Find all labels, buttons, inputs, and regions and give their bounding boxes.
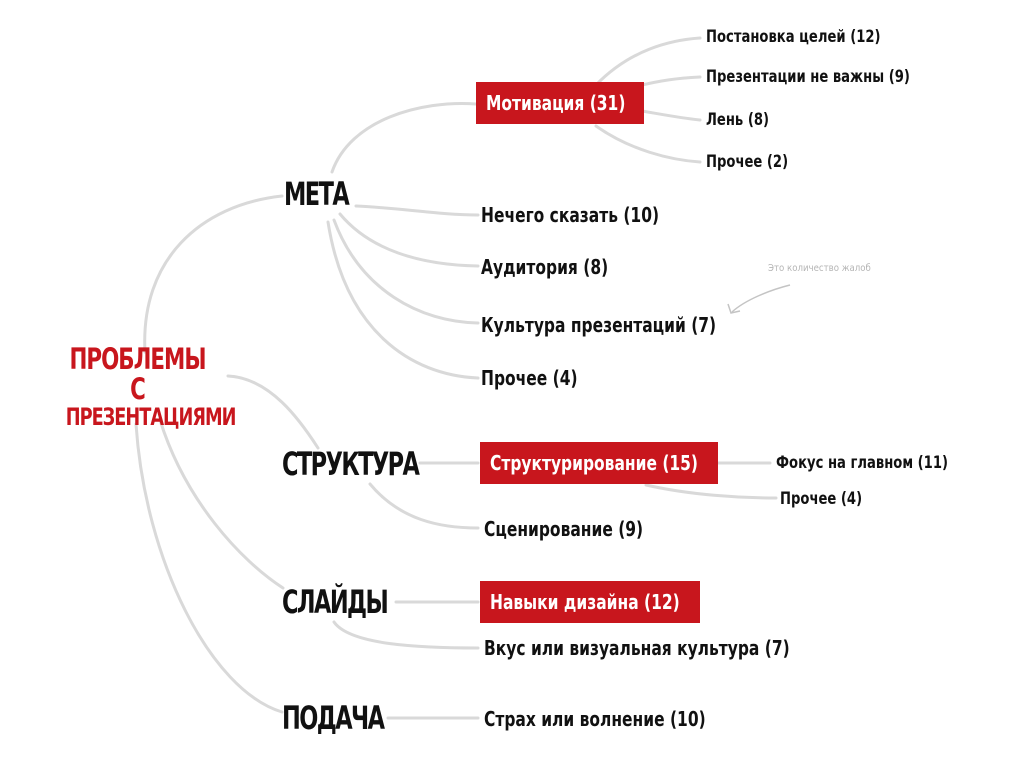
node-design-skills bbox=[480, 581, 700, 623]
node-audience: Аудитория (8) bbox=[481, 255, 609, 279]
branch-structure: СТРУКТУРА bbox=[282, 445, 419, 483]
node-design-skills-label: Навыки дизайна (12) bbox=[490, 590, 680, 614]
node-staging: Сценирование (9) bbox=[484, 517, 644, 541]
branch-delivery: ПОДАЧА bbox=[282, 699, 384, 737]
node-meta-other: Прочее (4) bbox=[481, 366, 578, 390]
node-focus-on-main: Фокус на главном (11) bbox=[776, 453, 948, 473]
annotation-note: Это количество жалоб bbox=[768, 263, 871, 274]
branch-meta: МЕТА bbox=[284, 175, 349, 213]
node-nothing-to-say: Нечего сказать (10) bbox=[481, 203, 660, 227]
node-structuring bbox=[480, 442, 718, 484]
central-topic bbox=[65, 342, 236, 431]
central-topic-line1: ПРОБЛЕМЫ С bbox=[69, 342, 206, 406]
node-motivation-label: Мотивация (31) bbox=[486, 91, 626, 115]
node-laziness: Лень (8) bbox=[706, 110, 770, 130]
node-presentation-culture: Культура презентаций (7) bbox=[481, 313, 717, 337]
branch-slides: СЛАЙДЫ bbox=[282, 583, 388, 621]
node-presentations-unimportant: Презентации не важны (9) bbox=[706, 67, 910, 87]
node-structuring-label: Структурирование (15) bbox=[490, 451, 699, 475]
node-fear: Страх или волнение (10) bbox=[484, 707, 706, 731]
node-visual-taste: Вкус или визуальная культура (7) bbox=[484, 636, 790, 660]
node-structure-other: Прочее (4) bbox=[780, 489, 863, 509]
node-motivation bbox=[476, 82, 644, 124]
central-topic-line2: ПРЕЗЕНТАЦИЯМИ bbox=[65, 403, 236, 431]
node-goal-setting: Постановка целей (12) bbox=[706, 27, 881, 47]
node-motivation-other: Прочее (2) bbox=[706, 152, 789, 172]
